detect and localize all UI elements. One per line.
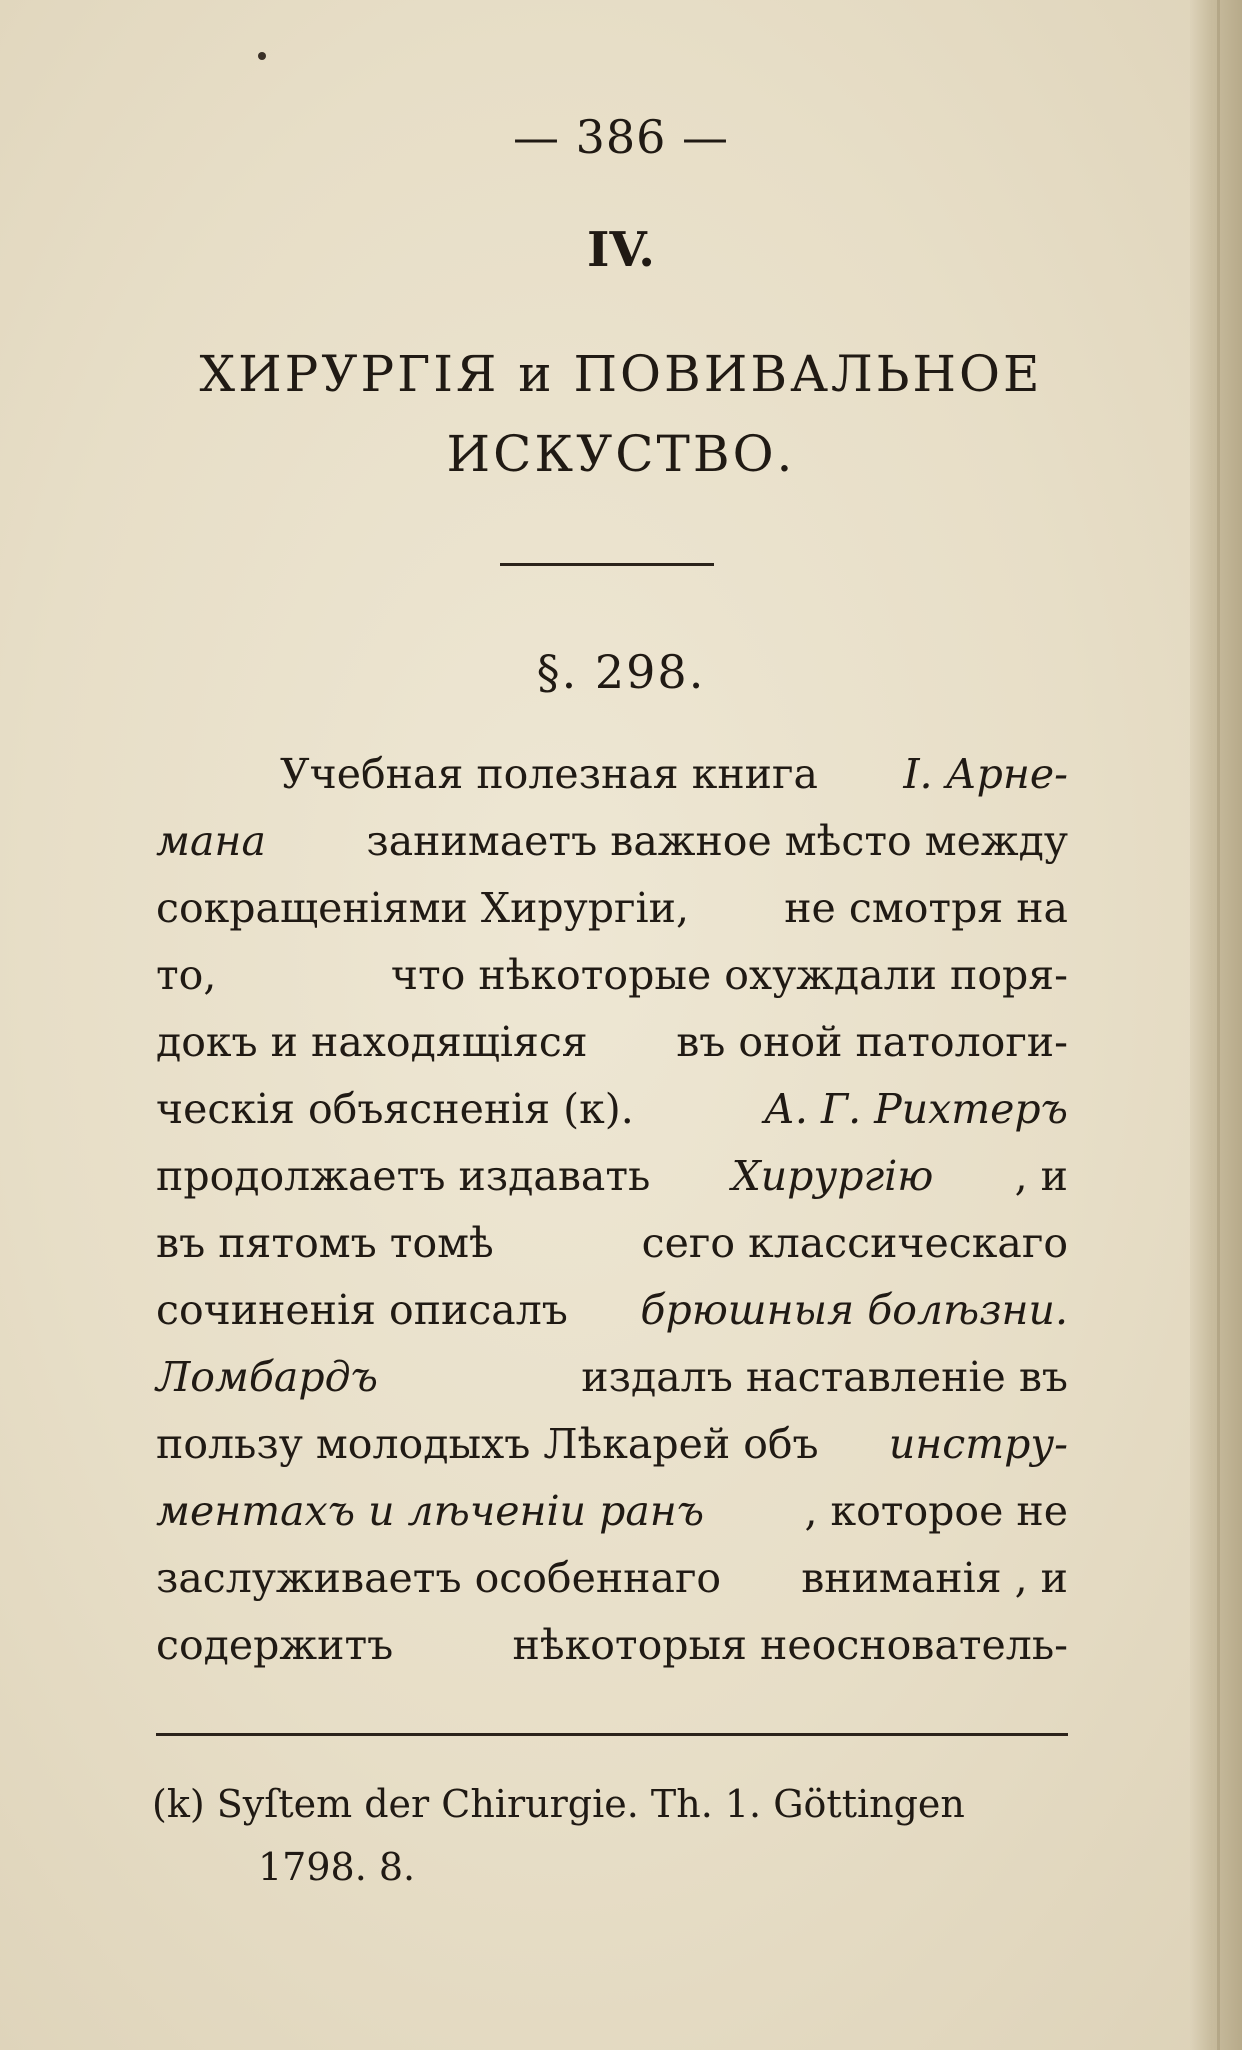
text-segment: нѣкоторыя неоснователь- xyxy=(512,1621,1068,1669)
text-segment: пользу молодыхъ Лѣкарей объ xyxy=(156,1420,819,1468)
text-segment: то, xyxy=(156,951,217,999)
body-line-9 xyxy=(156,1284,1068,1336)
page-gutter-shadow xyxy=(1190,0,1242,2050)
text-segment-italic: инстру- xyxy=(888,1420,1068,1468)
paragraph-number: §. 298. xyxy=(536,645,706,699)
text-segment-italic: брюшныя болѣзни. xyxy=(640,1286,1068,1334)
footnote-line2: 1798. 8. xyxy=(258,1845,416,1889)
text-segment: докъ и находящіяся xyxy=(156,1018,588,1066)
text-segment: сокращеніями Хирургіи, xyxy=(156,884,689,932)
text-segment-italic: А. Г. Рихтеръ xyxy=(763,1085,1068,1133)
text-segment-italic: I. Арне- xyxy=(903,750,1068,798)
text-segment: сего классическаго xyxy=(641,1219,1068,1267)
body-line-4 xyxy=(156,949,1068,1001)
body-line-8 xyxy=(156,1217,1068,1269)
body-line-3 xyxy=(156,882,1068,934)
section-heading-line2: ИСКУСТВО. xyxy=(446,425,796,483)
body-line-11 xyxy=(156,1418,1068,1470)
body-line-2 xyxy=(156,815,1068,867)
text-segment: въ оной патологи- xyxy=(676,1018,1068,1066)
text-segment: вниманія , и xyxy=(801,1554,1068,1602)
ink-speck xyxy=(258,52,266,60)
heading-divider xyxy=(500,563,714,566)
section-number: IV. xyxy=(586,222,655,278)
body-line-6 xyxy=(156,1083,1068,1135)
text-segment: содержитъ xyxy=(156,1621,394,1669)
gutter-edge xyxy=(1217,0,1220,2050)
text-segment: ческія объясненія (к). xyxy=(156,1085,634,1133)
text-segment: не смотря на xyxy=(784,884,1068,932)
text-segment: сочиненія описалъ xyxy=(156,1286,568,1334)
text-segment-italic: Хирургію xyxy=(731,1152,934,1200)
text-segment: заслуживаетъ особеннаго xyxy=(156,1554,722,1602)
text-segment: продолжаетъ издавать xyxy=(156,1152,651,1200)
body-line-10 xyxy=(156,1351,1068,1403)
text-segment-italic: ментахъ и лѣченіи ранъ xyxy=(156,1487,705,1535)
text-segment: Учебная полезная книга xyxy=(280,750,818,798)
text-segment: что нѣкоторые охуждали поря- xyxy=(390,951,1068,999)
page-number: — 386 — xyxy=(512,110,730,164)
text-segment: , которое не xyxy=(804,1487,1068,1535)
body-line-7 xyxy=(156,1150,1068,1202)
text-segment: занимаетъ важное мѣсто между xyxy=(366,817,1068,865)
footnote-line1: (k) Syſtem der Chirurgie. Th. 1. Göttingen xyxy=(152,1782,965,1826)
text-segment: издалъ наставленіе въ xyxy=(581,1353,1068,1401)
body-line-14 xyxy=(156,1619,1068,1671)
body-line-5 xyxy=(156,1016,1068,1068)
text-segment-italic: мана xyxy=(156,817,266,865)
text-segment-italic: Ломбардъ xyxy=(156,1353,378,1401)
text-segment: , и xyxy=(1014,1152,1068,1200)
footnote-divider xyxy=(156,1733,1068,1736)
body-line-13 xyxy=(156,1552,1068,1604)
body-line-1 xyxy=(280,748,1068,800)
text-segment: въ пятомъ томѣ xyxy=(156,1219,494,1267)
section-heading-line1: ХИРУРГІЯ и ПОВИВАЛЬНОЕ xyxy=(199,345,1043,403)
body-line-12 xyxy=(156,1485,1068,1537)
